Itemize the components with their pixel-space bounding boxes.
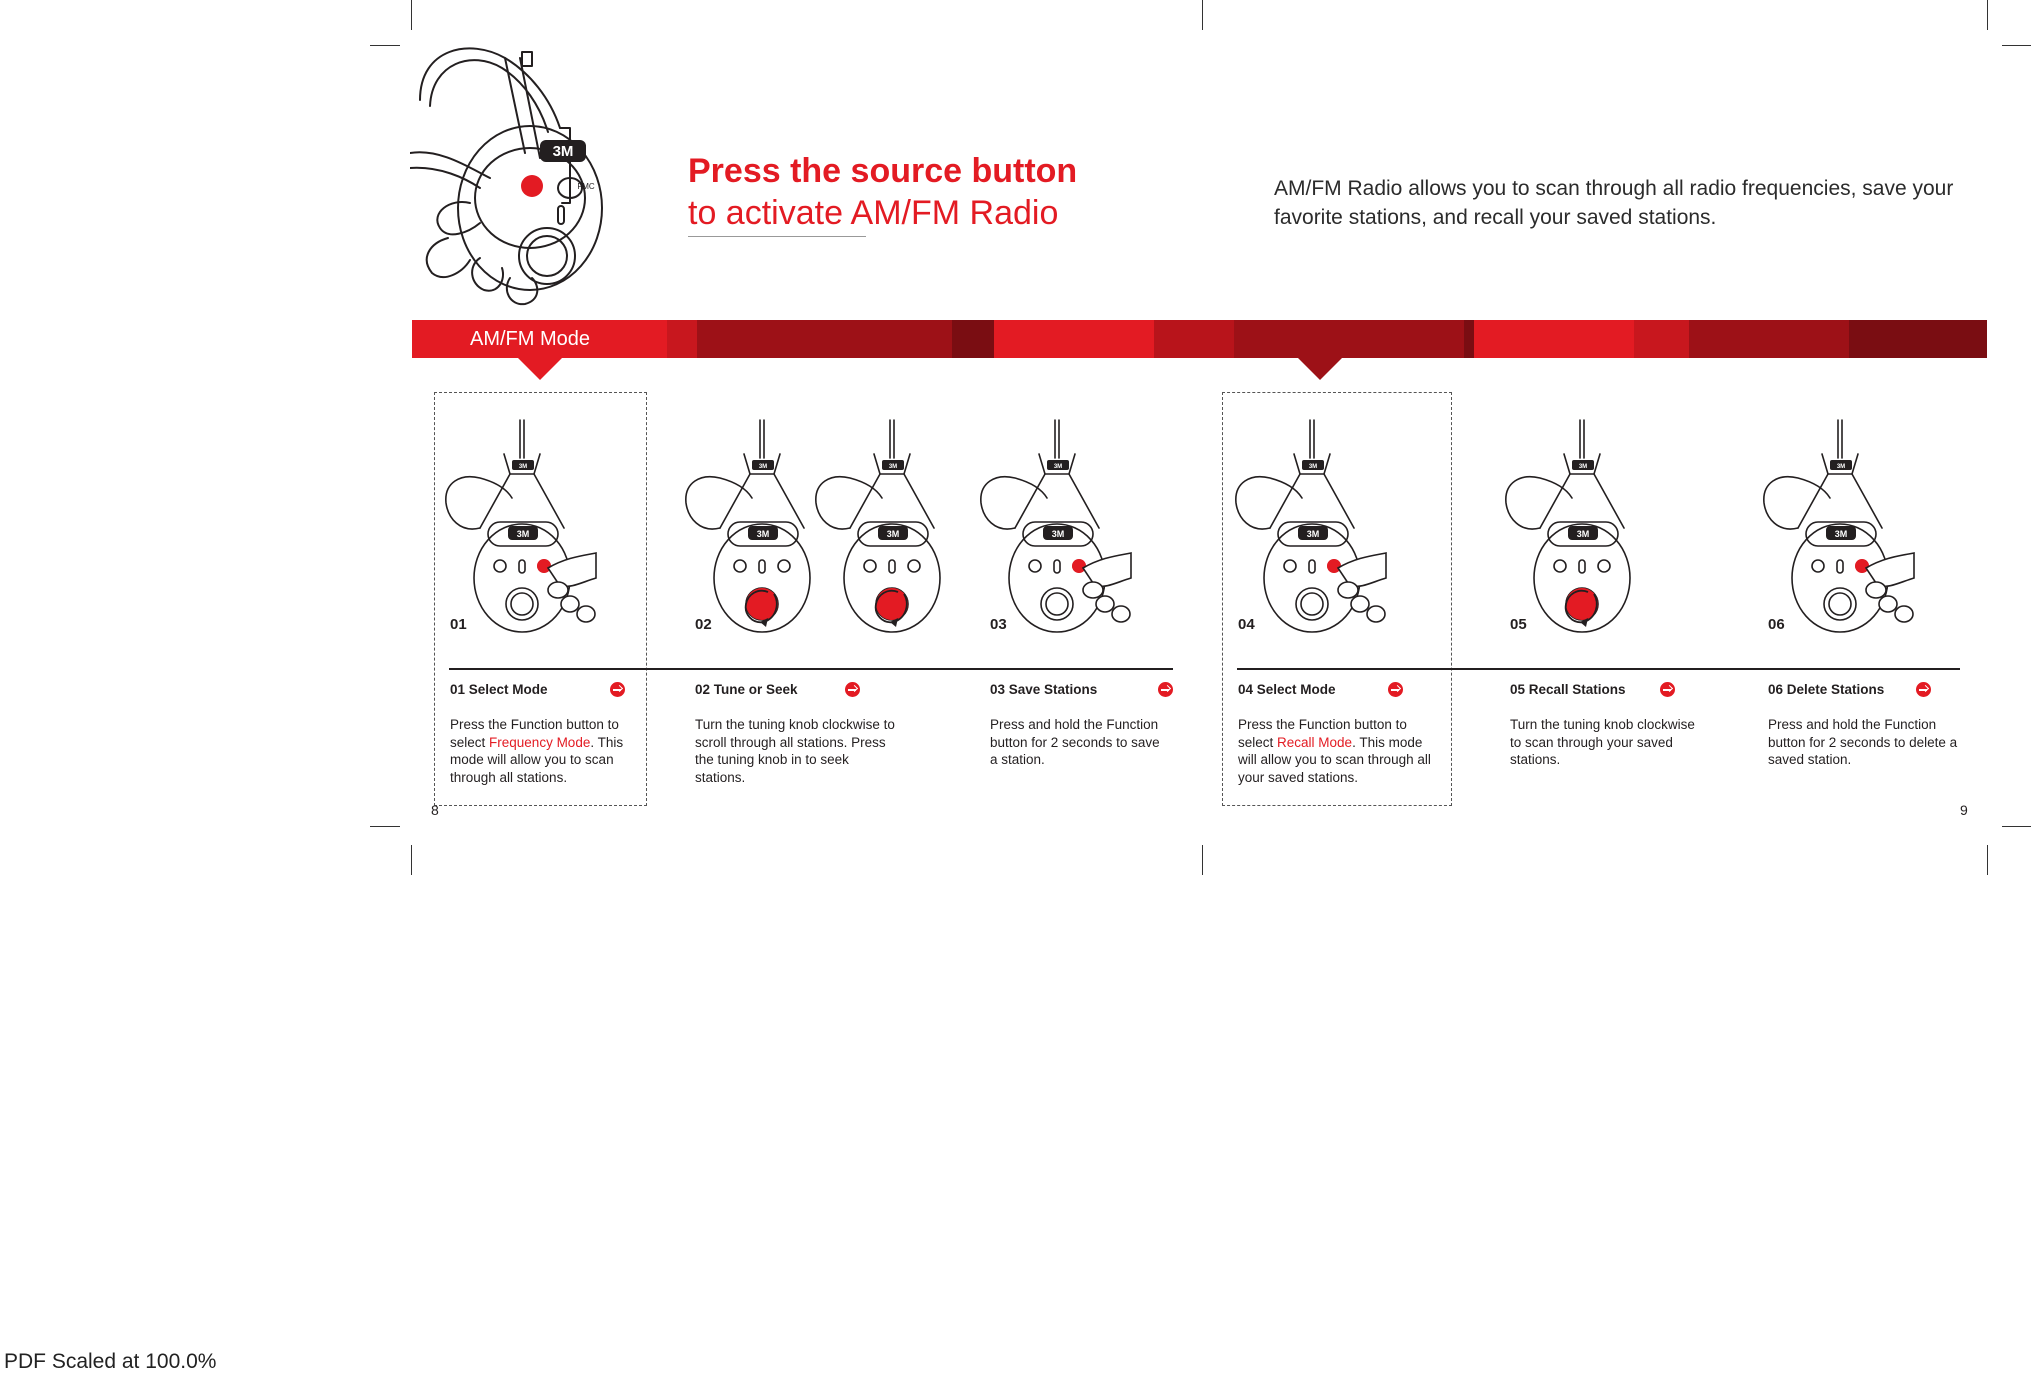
crop-mark — [370, 45, 400, 46]
banner-segment — [952, 320, 994, 358]
banner-segment — [1234, 320, 1464, 358]
step-description — [990, 716, 1170, 769]
svg-text:3M: 3M — [888, 464, 898, 470]
page-number-left: 8 — [431, 802, 439, 818]
crop-mark — [1202, 0, 1203, 30]
step-description-text: Press and hold the Function button for 2 seconds to delete a saved station. — [1768, 717, 1958, 767]
banner-notch-left — [518, 358, 562, 380]
page-number-right: 9 — [1960, 802, 1968, 818]
arrow-right-circle-icon — [845, 682, 860, 697]
svg-text:3M: 3M — [1836, 464, 1846, 470]
headset-device-icon — [975, 418, 1135, 638]
svg-text:3M: 3M — [1053, 464, 1063, 470]
step-title: 06 Delete Stations — [1768, 682, 1885, 697]
svg-text:3M: 3M — [1051, 529, 1065, 539]
arrow-right-circle-icon — [1660, 682, 1675, 697]
step-mode-highlight: Frequency Mode — [489, 734, 591, 750]
arrow-right-circle-icon — [1388, 682, 1403, 697]
svg-text:3M: 3M — [518, 464, 528, 470]
banner-segment — [1464, 320, 1474, 358]
step-number: 06 — [1768, 616, 1785, 633]
hero-source-button — [521, 175, 543, 197]
crop-mark — [411, 845, 412, 875]
step-description-text: Press the Function button to select — [450, 717, 619, 750]
step-description — [450, 716, 640, 786]
svg-text:3M: 3M — [1308, 464, 1318, 470]
step-number: 03 — [990, 616, 1007, 633]
svg-text:3M: 3M — [1578, 464, 1588, 470]
step-number: 04 — [1238, 616, 1255, 633]
step-title: 01 Select Mode — [450, 682, 548, 697]
headset-device-icon — [810, 418, 970, 638]
arrow-right-circle-icon — [1158, 682, 1173, 697]
banner-segment — [1154, 320, 1234, 358]
step-04-illustration — [1230, 418, 1390, 643]
banner-notch-right — [1298, 358, 1342, 380]
crop-mark — [411, 0, 412, 30]
step-number: 01 — [450, 616, 467, 633]
svg-text:3M: 3M — [1576, 529, 1590, 539]
crop-mark — [2002, 826, 2031, 827]
title-underline — [688, 236, 866, 237]
hero-3m-logo: 3M — [552, 143, 574, 160]
banner-segment — [697, 320, 952, 358]
step-description-text: Turn the tuning knob clockwise to scan through your saved stations. — [1510, 717, 1695, 767]
page-title — [688, 150, 1077, 234]
step-title: 02 Tune or Seek — [695, 682, 798, 697]
step-description-text: Press and hold the Function button for 2 seconds to save a station. — [990, 717, 1160, 767]
crop-mark — [370, 826, 400, 827]
banner-segment — [667, 320, 697, 358]
crop-mark — [2002, 45, 2031, 46]
headline-light-b: AM/FM Radio — [842, 194, 1059, 232]
headset-device-icon — [1758, 418, 1918, 638]
step-06-illustration — [1758, 418, 1918, 643]
step-rule-right — [1237, 668, 1960, 670]
banner-segment — [1689, 320, 1849, 358]
banner-segment — [1634, 320, 1689, 358]
headline-light — [688, 192, 1077, 234]
banner-segment — [1849, 320, 1987, 358]
svg-text:3M: 3M — [758, 464, 768, 470]
step-title: 05 Recall Stations — [1510, 682, 1626, 697]
svg-text:3M: 3M — [1834, 529, 1848, 539]
step-number: 05 — [1510, 616, 1527, 633]
headset-device-icon — [440, 418, 600, 638]
step-description-text: . This mode will allow you to scan through all your saved stations. — [1238, 734, 1431, 785]
step-description — [695, 716, 895, 786]
arrow-right-circle-icon — [610, 682, 625, 697]
step-03-illustration — [975, 418, 1135, 643]
step-description — [1510, 716, 1700, 769]
crop-mark — [1987, 0, 1988, 30]
intro-paragraph: AM/FM Radio allows you to scan through all radio frequencies, save your favorite stations, and recall your saved stations. — [1274, 177, 1954, 229]
banner-segment — [1474, 320, 1634, 358]
svg-text:3M: 3M — [756, 529, 770, 539]
step-description-text: . This mode will allow you to scan through all stations. — [450, 734, 624, 785]
crop-mark — [1202, 845, 1203, 875]
step-description — [1768, 716, 1968, 769]
banner-label: AM/FM Mode — [470, 328, 591, 350]
svg-text:3M: 3M — [886, 529, 900, 539]
step-description — [1238, 716, 1438, 786]
step-description-text: Press the Function button to select — [1238, 717, 1407, 750]
step-title: 04 Select Mode — [1238, 682, 1336, 697]
svg-text:3M: 3M — [516, 529, 530, 539]
step-mode-highlight: Recall Mode — [1277, 734, 1353, 750]
svg-text:3M: 3M — [1306, 529, 1320, 539]
headline-bold: Press the source button — [688, 152, 1078, 190]
step-description-text: Turn the tuning knob clockwise to scroll through all stations. Press the tuning knob in to seek stations. — [695, 717, 895, 785]
step-05-illustration — [1500, 418, 1660, 643]
hero-button-label: FMC — [577, 182, 595, 191]
step-title: 03 Save Stations — [990, 682, 1098, 697]
mode-banner — [412, 320, 1987, 358]
crop-mark — [1987, 845, 1988, 875]
headset-device-icon — [1500, 418, 1660, 638]
pdf-scale-note: PDF Scaled at 100.0% — [4, 1350, 217, 1373]
step-number: 02 — [695, 616, 712, 633]
banner-segment — [994, 320, 1154, 358]
hero-headset-illustration — [410, 28, 650, 308]
step-01-illustration — [440, 418, 600, 643]
step-02-illustration-press — [810, 418, 970, 643]
step-rule-left — [449, 668, 1173, 670]
arrow-right-circle-icon — [1916, 682, 1931, 697]
headset-device-icon — [1230, 418, 1390, 638]
headline-light-a: to activate — [688, 194, 843, 232]
